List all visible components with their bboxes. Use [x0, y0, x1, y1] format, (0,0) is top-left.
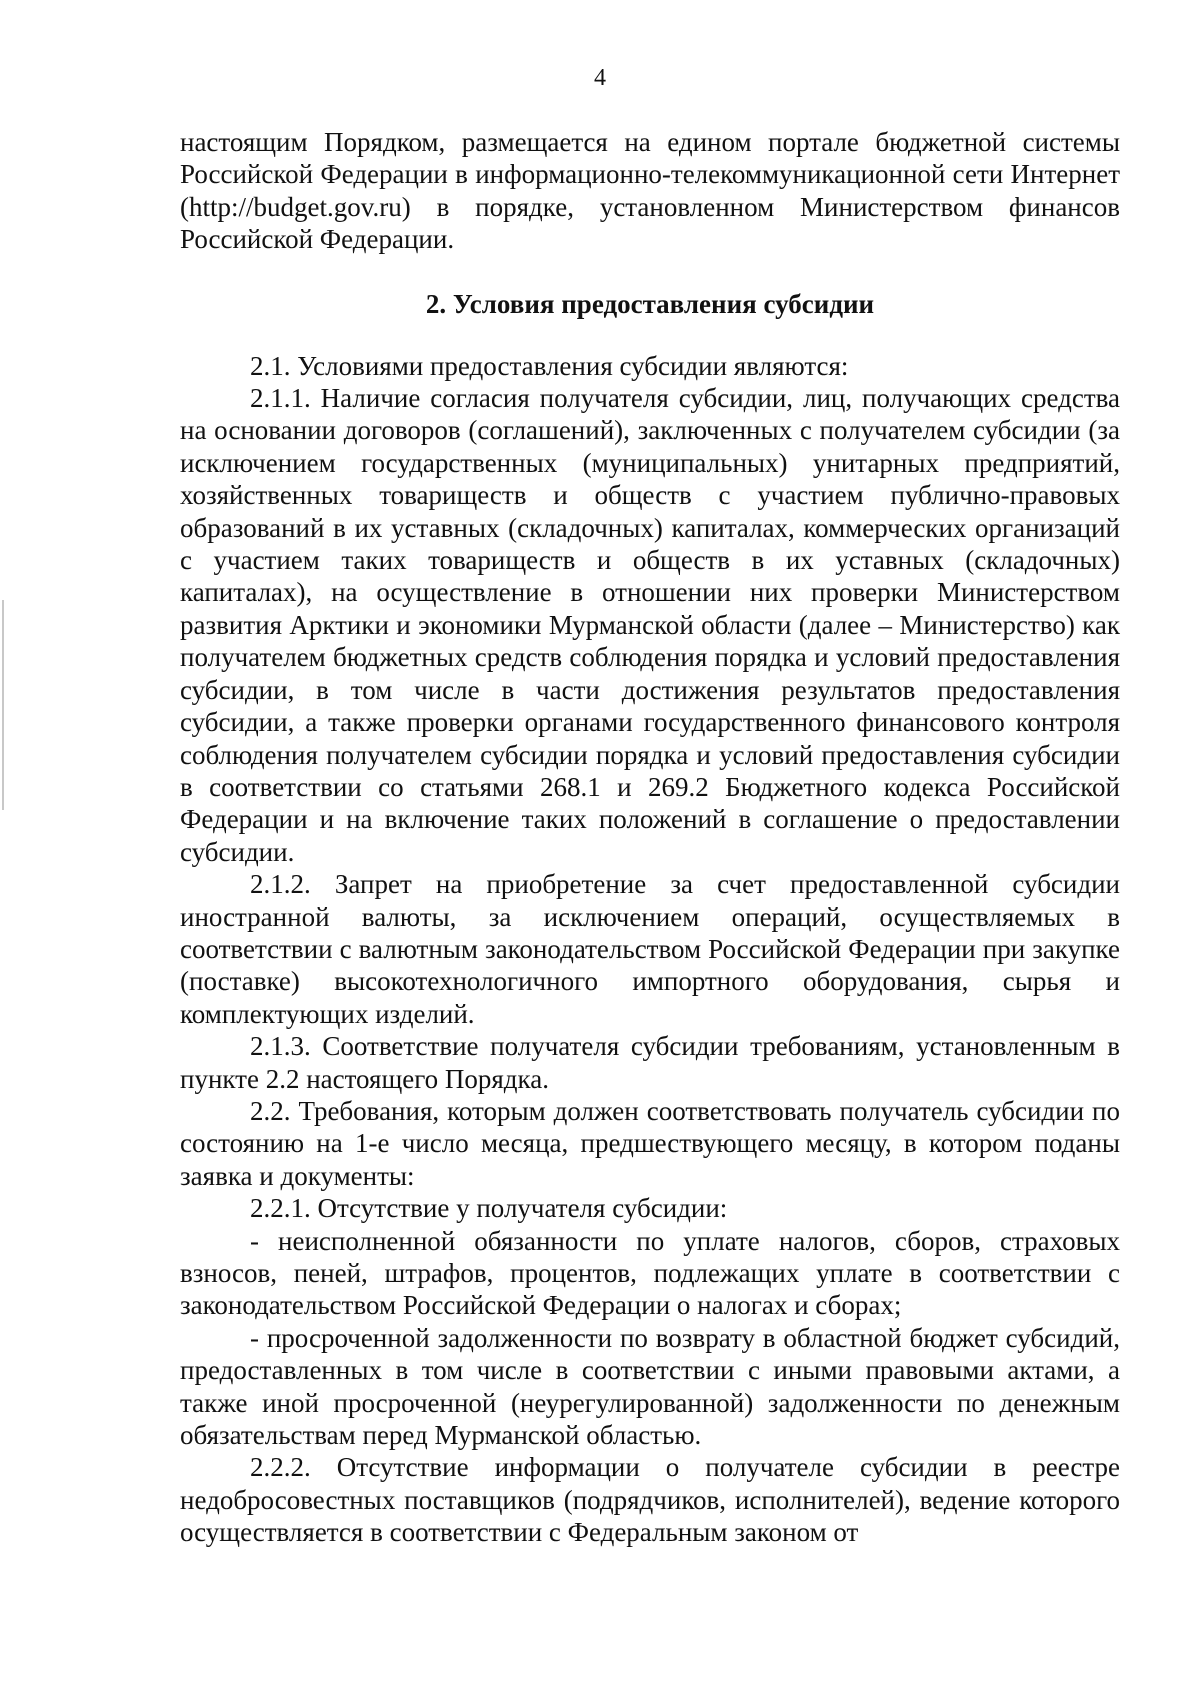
- paragraph-2-1: 2.1. Условиями предоставления субсидии являются:: [250, 350, 849, 381]
- section-heading: 2. Условия предоставления субсидии: [425, 288, 875, 319]
- paragraph-2-1-2: 2.1.2. Запрет на приобретение за счет предоставленной субсидии иностранной валюты, за исключением операций, осуществляемых в соответствии с валютным законодательством Российской Федерации при закупке (поставке) высокотехнологичного импортного оборудования, сырья и комплектующих изделий.: [180, 869, 1120, 1029]
- paragraph-2-2-2: 2.2.2. Отсутствие информации о получателе субсидии в реестре недобросовестных поставщиков (подрядчиков, исполнителей), ведение которого осуществляется в соответствии с Федеральным законом от: [180, 1452, 1120, 1548]
- document-body: [180, 126, 1120, 1549]
- paragraph-2-2-1: 2.2.1. Отсутствие у получателя субсидии:: [250, 1193, 728, 1224]
- scan-margin-mark: [2, 600, 4, 810]
- paragraph-2-1-3: 2.1.3. Соответствие получателя субсидии требованиям, установленным в пункте 2.2 настоящего Порядка.: [180, 1031, 1120, 1094]
- page-number: 4: [594, 65, 606, 91]
- intro-paragraph: настоящим Порядком, размещается на едином портале бюджетной системы Российской Федерации в информационно-телекоммуникационной сети Интернет (http://budget.gov.ru) в порядке, установленном Министерством финансов Российской Федерации.: [180, 127, 1120, 255]
- paragraph-2-1-1: 2.1.1. Наличие согласия получателя субсидии, лиц, получающих средства на основании договоров (соглашений), заключенных с получателем субсидии (за исключением государственных (муниципальных) унитарных предприятий, хозяйственных товариществ и обществ с участием публично-правовых образований в их уставных (складочных) капиталах, коммерческих организаций с участием таких товариществ и обществ в их уставных (складочных) капиталах), на осуществление в отношении них проверки Министерством развития Арктики и экономики Мурманской области (далее – Министерство) как получателем бюджетных средств соблюдения порядка и условий предоставления субсидии, в том числе в части достижения результатов предоставления субсидии, а также проверки органами государственного финансового контроля соблюдения получателем субсидии порядка и условий предоставления субсидии в соответствии со статьями 268.1 и 269.2 Бюджетного кодекса Российской Федерации и на включение таких положений в соглашение о предоставлении субсидии.: [180, 383, 1120, 867]
- list-item-taxes: - неисполненной обязанности по уплате налогов, сборов, страховых взносов, пеней, штрафов, процентов, подлежащих уплате в соответствии с законодательством Российской Федерации о налогах и сборах;: [180, 1225, 1120, 1321]
- paragraph-2-2: 2.2. Требования, которым должен соответствовать получатель субсидии по состоянию на 1-е число месяца, предшествующего месяцу, в котором поданы заявка и документы:: [180, 1095, 1120, 1191]
- list-item-debts: - просроченной задолженности по возврату в областной бюджет субсидий, предоставленных в том числе в соответствии с иными правовыми актами, а также иной просроченной (неурегулированной) задолженности по денежным обязательствам перед Мурманской областью.: [180, 1322, 1120, 1451]
